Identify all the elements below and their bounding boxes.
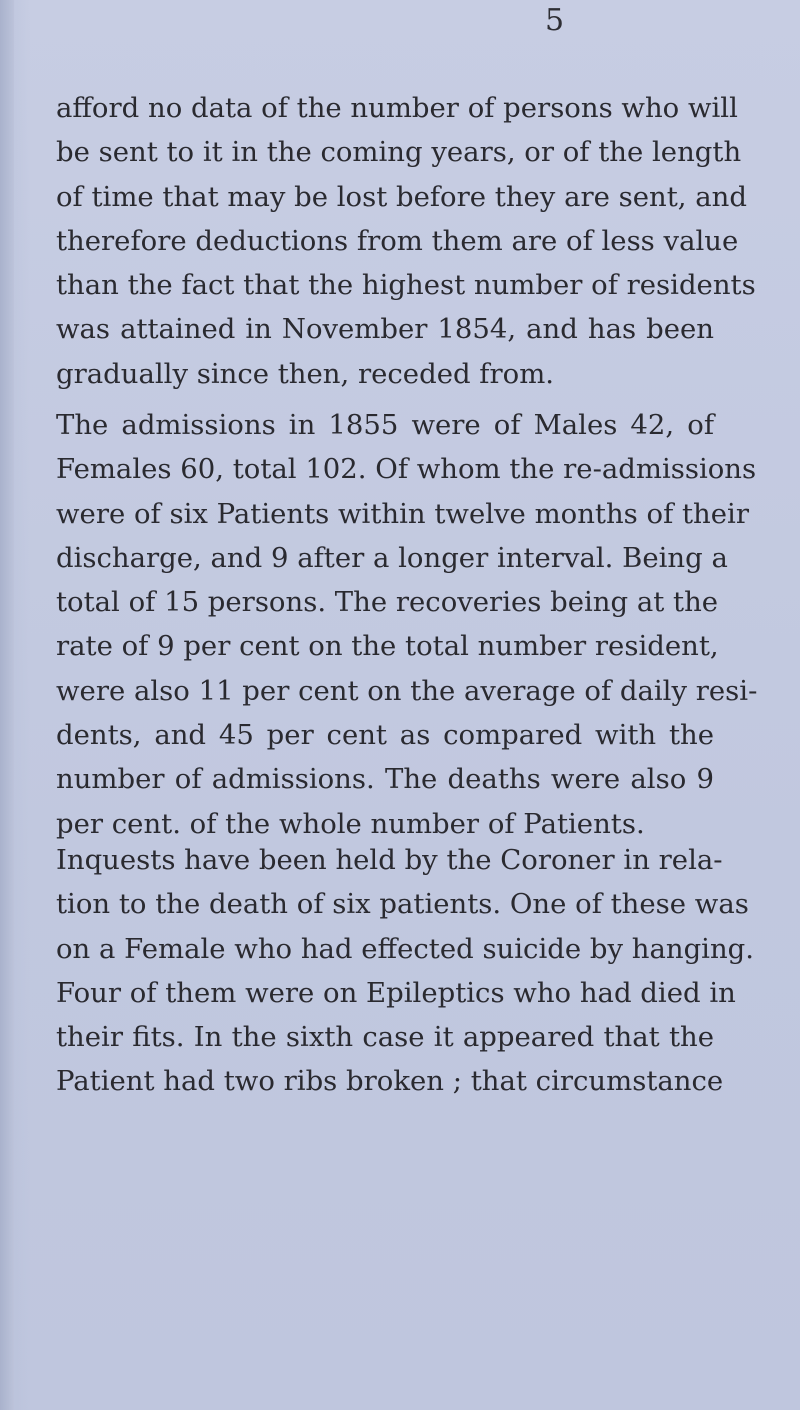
text-line: were also 11 per cent on the average of daily resi- [56, 674, 758, 707]
text-line: of time that may be lost before they are sent, and [56, 180, 747, 213]
page-number: 5 [545, 3, 565, 38]
paragraph-2 [56, 403, 758, 846]
text-line: their fits. In the sixth case it appeared that the [56, 1021, 714, 1054]
text-line: Four of them were on Epileptics who had died in [56, 976, 736, 1009]
text-line: be sent to it in the coming years, or of the length [56, 136, 742, 169]
text-line: rate of 9 per cent on the total number resident, [56, 630, 719, 663]
text-line: was attained in November 1854, and has been [56, 313, 714, 346]
text-line: tion to the death of six patients. One of these was [56, 888, 749, 921]
paragraph-3 [56, 838, 755, 1104]
text-line: discharge, and 9 after a longer interval. Being a [56, 541, 728, 574]
text-line: total of 15 persons. The recoveries being at the [56, 586, 719, 619]
text-line: afford no data of the number of persons who will [56, 92, 738, 124]
text-line: The admissions in 1855 were of Males 42, of [56, 409, 714, 441]
text-line: dents, and 45 per cent as compared with the [56, 719, 714, 752]
text-line: number of admissions. The deaths were also 9 [56, 763, 714, 796]
text-line: Females 60, total 102. Of whom the re-admissions [56, 453, 757, 486]
text-line: per cent. of the whole number of Patients. [56, 807, 645, 840]
text-line: on a Female who had effected suicide by hanging. [56, 932, 755, 965]
text-line: gradually since then, receded from. [56, 357, 555, 390]
paragraph-1 [56, 86, 756, 396]
text-line: Patient had two ribs broken ; that circumstance [56, 1065, 724, 1098]
text-line: therefore deductions from them are of less value [56, 224, 739, 257]
text-line: than the fact that the highest number of residents [56, 269, 756, 302]
text-line: were of six Patients within twelve months of their [56, 497, 749, 530]
text-line: Inquests have been held by the Coroner in rela- [56, 844, 723, 876]
page-binding-edge [0, 0, 14, 1410]
